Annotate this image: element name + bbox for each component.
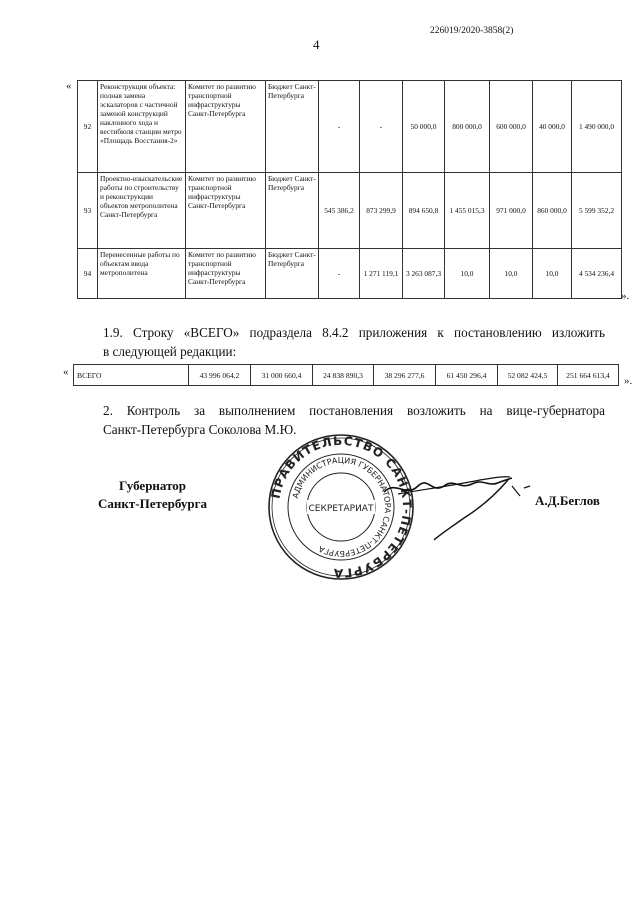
amount-cell: 971 000,0 bbox=[490, 173, 533, 249]
total-value: 43 996 064,2 bbox=[189, 365, 251, 386]
executor-cell: Комитет по развитию транспортной инфраструктуры Санкт-Петербурга bbox=[186, 173, 266, 249]
amount-cell: 860 000,0 bbox=[533, 173, 572, 249]
funding-source-cell: Бюджет Санкт-Петербурга bbox=[266, 249, 319, 299]
amount-cell: 50 000,0 bbox=[403, 81, 445, 173]
funding-source-cell: Бюджет Санкт-Петербурга bbox=[266, 81, 319, 173]
amount-cell: - bbox=[319, 81, 360, 173]
total-open-quote: « bbox=[63, 366, 69, 378]
executor-cell: Комитет по развитию транспортной инфраструктуры Санкт-Петербурга bbox=[186, 81, 266, 173]
amount-cell: 1 490 000,0 bbox=[572, 81, 622, 173]
amount-cell: - bbox=[319, 249, 360, 299]
total-close-quote: ». bbox=[624, 375, 633, 387]
signer-name: А.Д.Беглов bbox=[535, 493, 600, 508]
paragraph-2-cont: Санкт-Петербурга Соколова М.Ю. bbox=[103, 422, 297, 437]
signer-title-line1: Губернатор bbox=[119, 478, 187, 493]
total-value: 31 000 660,4 bbox=[251, 365, 313, 386]
signer-title-line2: Санкт-Петербурга bbox=[98, 496, 207, 511]
paragraph-1-9-cont: в следующей редакции: bbox=[103, 344, 237, 359]
open-quote-mark: « bbox=[66, 80, 72, 92]
table-row bbox=[78, 173, 622, 249]
svg-text:ПРАВИТЕЛЬСТВО САНКТ-ПЕТЕРБУРГА: ПРАВИТЕЛЬСТВО САНКТ-ПЕТЕРБУРГА bbox=[268, 433, 415, 581]
amount-cell: 1 271 119,1 bbox=[360, 249, 403, 299]
amount-cell: 5 599 352,2 bbox=[572, 173, 622, 249]
row-number-cell: 94 bbox=[78, 249, 98, 299]
table-row bbox=[78, 81, 622, 173]
table-row bbox=[78, 249, 622, 299]
amount-cell: 3 263 087,3 bbox=[403, 249, 445, 299]
total-value: 251 664 613,4 bbox=[558, 365, 619, 386]
total-label: ВСЕГО bbox=[74, 365, 189, 386]
amount-cell: 10,0 bbox=[445, 249, 490, 299]
amount-cell: 1 455 015,3 bbox=[445, 173, 490, 249]
total-value: 61 450 296,4 bbox=[436, 365, 498, 386]
page-number: 4 bbox=[313, 37, 320, 52]
paragraph-2: 2. Контроль за выполнением постановления возложить на вице-губернатора bbox=[103, 403, 605, 418]
project-name-cell: Реконструкция объекта: полная замена эскалаторов с частичной заменой конструкций наклонного хода и вестибюля станции метро «Площадь Восстания-2» bbox=[98, 81, 186, 173]
svg-text:СЕКРЕТАРИАТ: СЕКРЕТАРИАТ bbox=[308, 504, 374, 514]
total-value: 24 838 890,3 bbox=[313, 365, 374, 386]
amount-cell: 873 299,9 bbox=[360, 173, 403, 249]
executor-cell: Комитет по развитию транспортной инфраструктуры Санкт-Петербурга bbox=[186, 249, 266, 299]
amount-cell: 600 000,0 bbox=[490, 81, 533, 173]
amount-cell: - bbox=[360, 81, 403, 173]
amount-cell: 4 534 236,4 bbox=[572, 249, 622, 299]
close-quote-mark: ». bbox=[621, 290, 630, 302]
total-value: 52 082 424,5 bbox=[498, 365, 558, 386]
amount-cell: 40 000,0 bbox=[533, 81, 572, 173]
project-name-cell: Проектно-изыскательские работы по строительству и реконструкции объектов метрополитена Санкт-Петербурга bbox=[98, 173, 186, 249]
amount-cell: 10,0 bbox=[490, 249, 533, 299]
funding-source-cell: Бюджет Санкт-Петербурга bbox=[266, 173, 319, 249]
paragraph-1-9: 1.9. Строку «ВСЕГО» подраздела 8.4.2 приложения к постановлению изложить bbox=[103, 325, 605, 340]
total-row bbox=[74, 365, 619, 386]
project-name-cell: Перенесенные работы по объектам ввода метрополитена bbox=[98, 249, 186, 299]
amount-cell: 800 000,0 bbox=[445, 81, 490, 173]
row-number-cell: 92 bbox=[78, 81, 98, 173]
amount-cell: 894 650,8 bbox=[403, 173, 445, 249]
amount-cell: 10,0 bbox=[533, 249, 572, 299]
projects-table bbox=[77, 80, 622, 299]
amount-cell: 545 386,2 bbox=[319, 173, 360, 249]
handwritten-signature bbox=[380, 450, 550, 550]
total-table bbox=[73, 364, 619, 386]
total-value: 38 296 277,6 bbox=[374, 365, 436, 386]
document-number: 226019/2020-3858(2) bbox=[430, 26, 514, 36]
row-number-cell: 93 bbox=[78, 173, 98, 249]
svg-text:АДМИНИСТРАЦИЯ ГУБЕРНАТОРА САНК: АДМИНИСТРАЦИЯ ГУБЕРНАТОРА САНКТ-ПЕТЕРБУРГА bbox=[290, 455, 393, 559]
